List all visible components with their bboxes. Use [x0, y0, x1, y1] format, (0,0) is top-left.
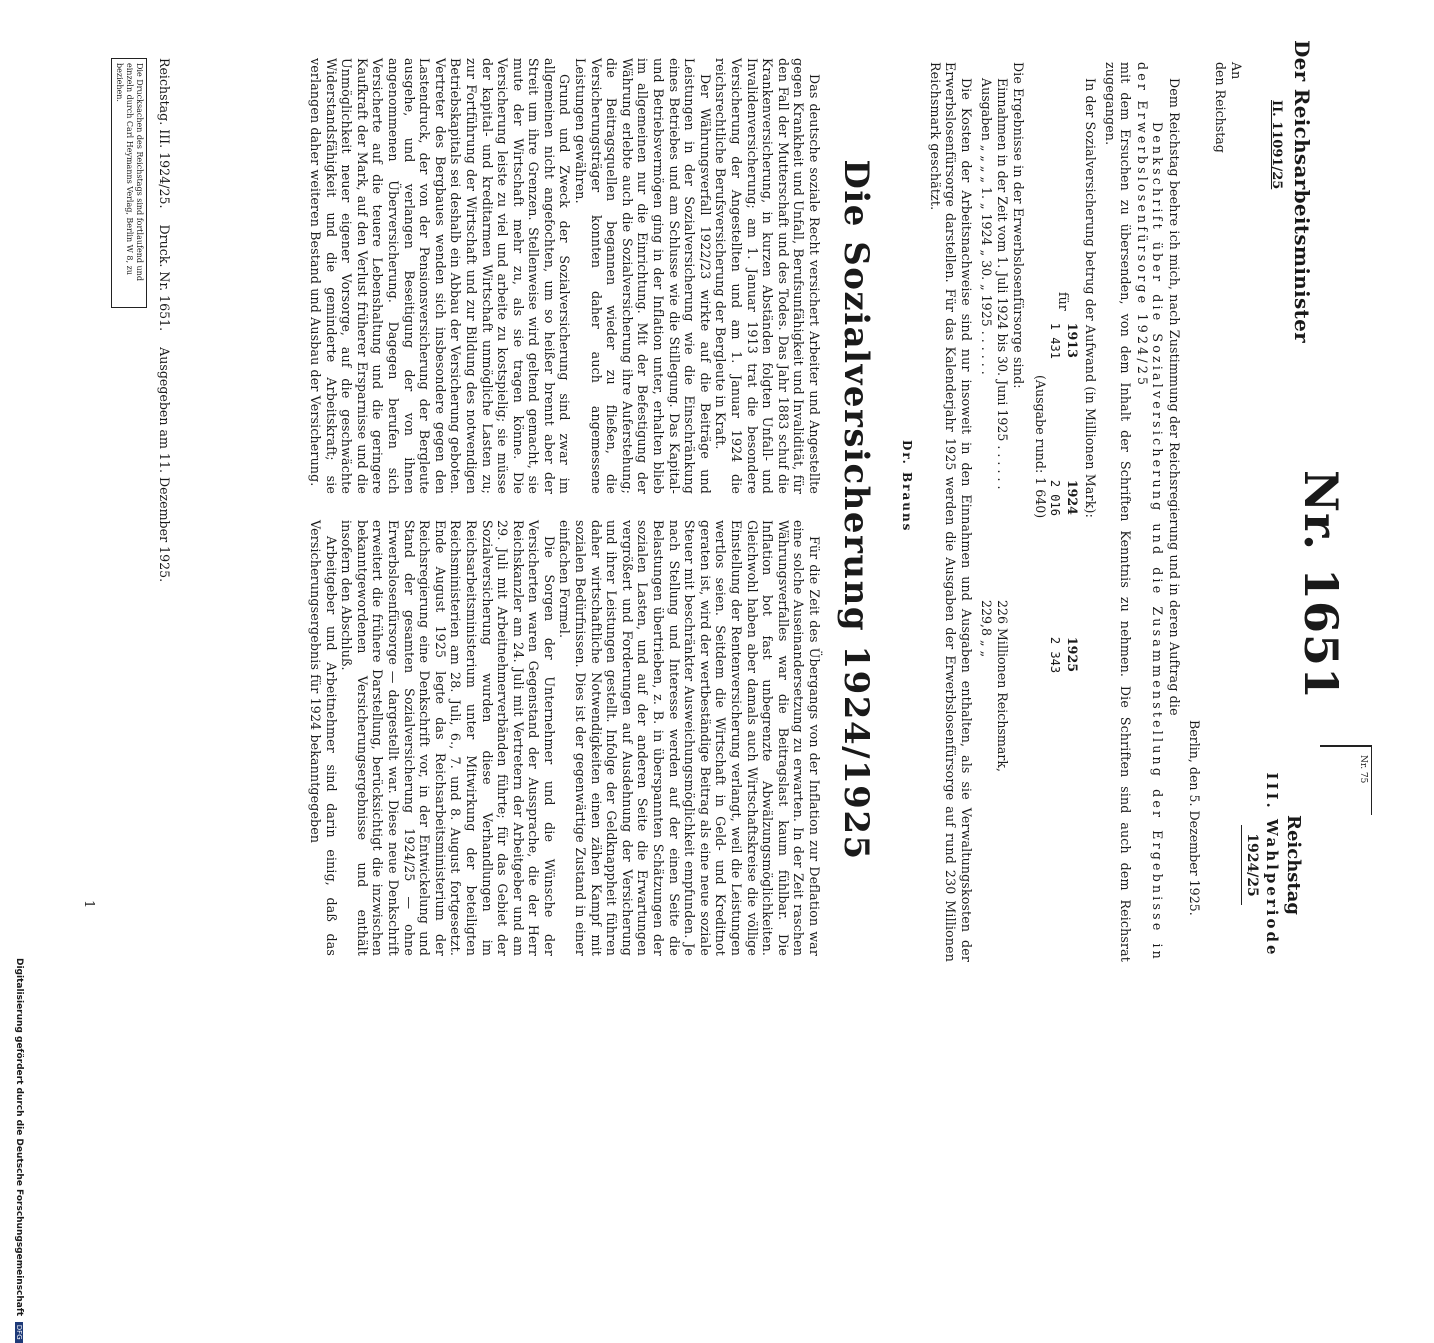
expense-year-1913: 1913 [1065, 322, 1080, 358]
expense-table-label: für [1056, 292, 1072, 311]
letter-request: mit dem Ersuchen zu übersenden, von dem Inhalt der Schriften Kenntnis zu nehmen. Die Schriften sind auch dem Reichsrat zugegangen. [1102, 62, 1134, 962]
result-row-income-value: 226 Millionen Reichsmark, [995, 600, 1010, 773]
page-number: 1 [81, 900, 96, 909]
expense-value-1925: 2 343 [1048, 636, 1063, 674]
footer-line [157, 58, 172, 594]
publisher-note: Die Drucksachen des Reichstags sind fortlaufend und einzeln durch Carl Heymanns Verlag, Berlin W 8, zu beziehen. [111, 58, 147, 308]
dfg-masthead-text: Digitalisierung gefördert durch die Deutsche Forschungsgemeinschaft [14, 958, 24, 1317]
footer-issued: Ausgegeben am 11. Dezember 1925. [157, 347, 172, 583]
letter-denkschrift-title: Denkschrift über die Sozialversicherung und die Zusammenstellung der Ergebnisse in der Erwerbslosenfürsorge 1924/25 [1134, 62, 1166, 962]
signature: Dr. Brauns [900, 440, 914, 533]
letter-paragraph-1 [1102, 62, 1182, 962]
result-row-expense-label: Ausgaben „ „ „ „ 1. „ 1924 „ 30. „ 1925 . . . . . . [979, 78, 994, 375]
expense-table [1045, 290, 1082, 685]
letter-intro: Dem Reichstag beehre ich mich, nach Zustimmung der Reichsregierung und in deren Auftrag die [1167, 78, 1182, 716]
ministry-reference: II. 11091/25 [1269, 100, 1284, 190]
article-left-paragraph-2: Der Währungsverfall 1922/23 wirkte auf die Beiträge und Leistungen in der Sozialversicherung wie die Einschränkung eines Betriebes und am Schlusse wie die Stillegung. Das Kapital- und Betriebsvermögen ging in der Inflation unter, erhalten blieb im allgemeinen nur die Einrichtung. Mit der Befestigung der Währung erlebte auch die Sozialversicherung ihre Auferstehung; die Beitragsquellen begannen wieder zu fließen, die Versicherungsträger konnten daher auch angemessene Leistungen gewähren. [573, 58, 713, 494]
ministry-title: Der Reichsarbeitsminister [1290, 40, 1314, 343]
article-left-paragraph-1: Das deutsche soziale Recht versichert Arbeiter und Angestellte gegen Krankheit und Unfall, Berufsunfähigkeit und Invalidität, für den Fall der Mutterschaft und des Todes. Das Jahr 1883 schuf die Krankenversicherung, in kurzen Abständen folgten Unfall- und Invalidenversicherung; am 1. Januar 1913 trat die besondere Versicherung der Angestellten und am 1. Januar 1924 die reichsrechtliche Berufsversicherung der Bergleute in Kraft. [713, 58, 822, 494]
expense-value-1924: 2 016 [1048, 479, 1063, 516]
footer-reference: Reichstag. III. 1924/25. [157, 58, 172, 209]
document-number: Nr. 1651 [1294, 469, 1348, 701]
result-row-income-label: Einnahmen in der Zeit vom 1. Juli 1924 bis 30. Juni 1925 . . . . . . [995, 78, 1010, 490]
dfg-masthead [14, 958, 24, 1343]
dfg-logo-icon: DFG [15, 1322, 23, 1343]
expense-note: (Ausgabe rund: 1 640) [1033, 375, 1048, 519]
footer-print-number: Druck. Nr. 1651. [157, 224, 172, 332]
ministry-header [1269, 40, 1314, 380]
stamp-mark: Nr. 75 [1320, 745, 1372, 815]
letter-paragraph-2: In der Sozialversicherung betrug der Aufwand (in Millionen Mark): [1083, 78, 1098, 518]
reichstag-header [1241, 770, 1304, 960]
expense-year-1924: 1924 [1065, 479, 1080, 515]
article-column-right [307, 520, 822, 956]
reichstag-label: Reichstag [1283, 815, 1304, 915]
address-line-2: den Reichstag [1213, 62, 1228, 153]
article-right-paragraph-3: Arbeitgeber und Arbeitnehmer sind darin einig, daß das Versicherungsergebnis für 1924 bekanntgegeben [308, 520, 339, 956]
article-right-paragraph-2: Die Sorgen der Unternehmer und die Wünsche der Versicherten waren Gegenstand der Aussprache, die der Herr Reichskanzler am 24. Juli mit Vertretern der Arbeitgeber und am 29. Juli mit Arbeitnehmerverbänden führte; für das Gebiet der Sozialversicherung wurden diese Verhandlungen im Reichsarbeitsministerium unter Mitwirkung der beteiligten Reichsministerien am 28. Juli, 6., 7. und 8. August fortgesetzt. Ende August 1925 legte das Reichsarbeitsministerium der Reichsregierung eine Denkschrift vor, in der Entwickelung und Stand der gesamten Sozialversicherung 1924/25 — ohne Erwerbslosenfürsorge — dargestellt war. Diese neue Denkschrift erweitert die frühere Darstellung, berücksichtigt die inzwischen bekanntgewordenen Versicherungsergebnisse und enthält insofern den Abschluß. [339, 520, 557, 956]
article-left-paragraph-3: Grund und Zweck der Sozialversicherung sind zwar im allgemeinen nicht angefochten, um so heißer brennt aber der Streit um ihre Grenzen. Stellenweise wird geltend gemacht, sie mute der Wirtschaft mehr zu, als sie tragen könne. Die Versicherung leiste zu viel und arbeite zu kostspielig; sie müsse der kapital- und kreditarmen Wirtschaft unmögliche Lasten zu; zur Fortführung der Wirtschaft und zur Bildung des notwendigen Betriebskapitals sei deshalb ein Abbau der Versicherung geboten. Vertreter des Bergbaues wenden sich insbesondere gegen den Lastendruck, der von der Pensionsversicherung der Bergleute ausgehe, und verlangen Beseitigung der von ihnen angenommenen Überversicherung. Dagegen berufen sich Versicherte auf die teuere Lebenshaltung und die geringere Kaufkraft der Mark, auf den Verlust früherer Ersparnisse und die Unmöglichkeit neuer eigener Vorsorge, auf die geschwächte Widerstandsfähigkeit und die geminderte Arbeitskraft; sie verlangen daher weiteren Bestand und Ausbau der Versicherung. [308, 58, 573, 494]
expense-value-1913: 1 431 [1048, 322, 1063, 359]
letter-date: Berlin, den 5. Dezember 1925. [1187, 720, 1202, 916]
expense-year-1925: 1925 [1065, 636, 1080, 672]
years-label: 1924/25 [1241, 825, 1260, 905]
letter-paragraph-3: Die Ergebnisse in der Erwerbslosenfürsorge sind: [1011, 62, 1026, 389]
article-title: Die Sozialversicherung 1924/1925 [836, 159, 876, 861]
article-right-paragraph-1: Für die Zeit des Übergangs von der Inflation zur Deflation war eine solche Auseinandersetzung zu erwarten. In der Zeit raschen Währungsverfalles war die Beitragslast kaum fühlbar. Die Inflation bot fast unbegrenzte Abwälzungsmöglichkeiten. Gleichwohl haben aber damals auch Wirtschaftskreise die völlige Einstellung der Rentenversicherung verlangt, weil die Leistungen wertlos seien. Seitdem die Wirtschaft in Geld- und Kreditnot geraten ist, wird der wertbeständige Beitrag als eine neue soziale Steuer mit beschränkter Ausweichungsmöglichkeit empfunden. Je nach Stellung und Interesse werden auf der einen Seite die Belastungen übertrieben, z. B. in überspannten Schätzungen der sozialen Lasten, und auf der anderen Seite die Erwartungen vergrößert und Forderungen auf Ausdehnung der Versicherung und ihrer Leistungen gestellt. Infolge der Geldknappheit führen daher wirtschaftliche Notwendigkeiten einen zähen Kampf mit sozialen Bedürfnissen. Dies ist der gegenwärtige Zustand in einer einfachen Formel. [557, 520, 822, 956]
letter-paragraph-4: Die Kosten der Arbeitsnachweise sind nur insoweit in den Einnahmen und Ausgaben enthalten, als sie Verwaltungskosten der Erwerbslosenfürsorge darstellen. Für das Kalenderjahr 1925 werden die Ausgaben der Erwerbslosenfürsorge auf rund 230 Millionen Reichsmark geschätzt. [927, 62, 974, 962]
address-line-1: An [1229, 62, 1244, 80]
period-label: III. Wahlperiode [1263, 772, 1281, 958]
article-column-left [307, 58, 822, 494]
result-row-expense-value: 229,8 „ „ [979, 600, 994, 658]
